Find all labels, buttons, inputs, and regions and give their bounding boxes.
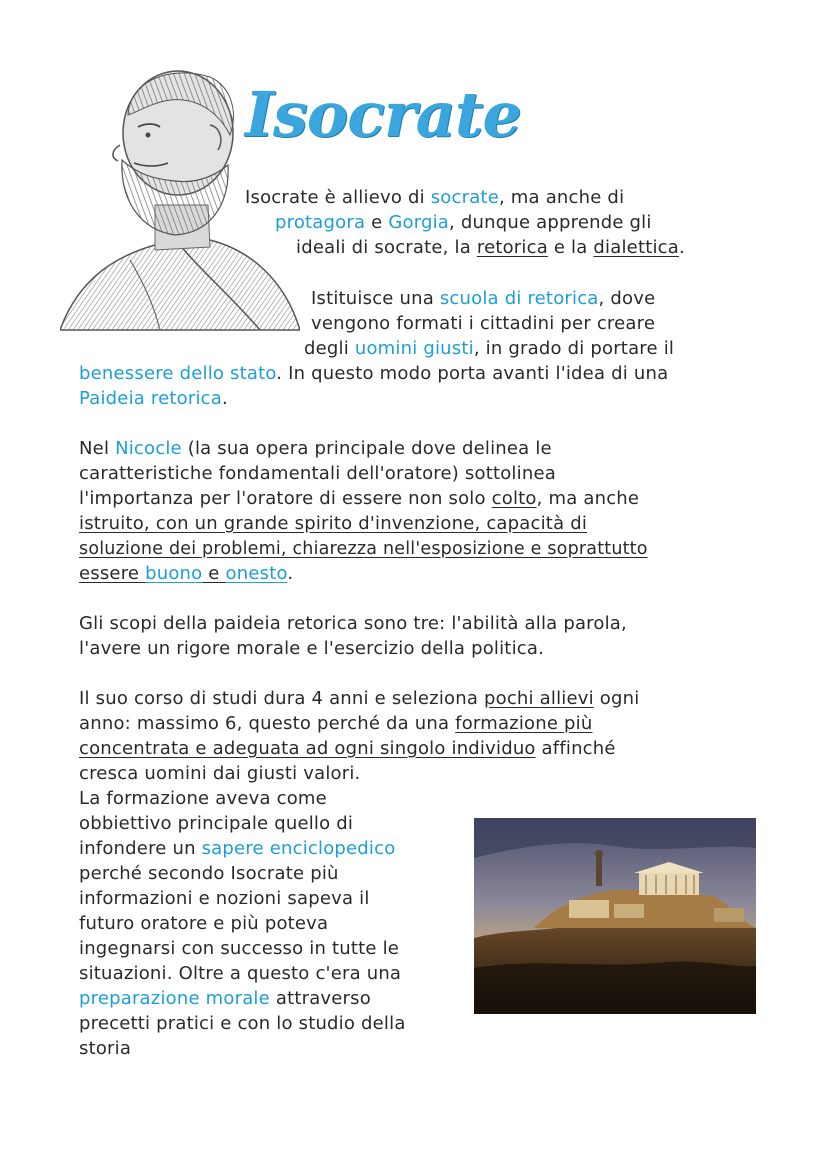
text-line: informazioni e nozioni sapeva il (79, 888, 370, 909)
text-line: situazioni. Oltre a questo c'era una (79, 963, 402, 984)
keyword: scuola di retorica (439, 288, 599, 309)
text-line: istruito, con un grande spirito d'invenzione, capacità di (79, 513, 588, 534)
text-line (304, 337, 674, 361)
keyword: benessere dello stato (79, 363, 277, 384)
text-segment: Istituisce una (311, 288, 440, 309)
text-line (79, 987, 371, 1011)
text-line: La formazione aveva come (79, 788, 327, 809)
acropolis-painting-image (474, 818, 756, 1014)
text-line: l'avere un rigore morale e l'esercizio della politica. (79, 638, 545, 659)
keyword: onesto (225, 563, 288, 584)
text-segment: , ma anche di (498, 187, 625, 208)
text-segment: anno: massimo 6, questo perché da una (79, 713, 456, 734)
text-segment: (la sua opera principale dove delinea le (181, 438, 552, 459)
text-line (296, 236, 685, 260)
text-line: soluzione dei problemi, chiarezza nell'esposizione e soprattutto (79, 539, 648, 559)
text-segment: l'importanza per l'oratore di essere non solo (79, 488, 492, 509)
text-line (245, 186, 624, 210)
text-segment: Isocrate è allievo di (245, 187, 431, 208)
text-line (79, 562, 293, 586)
keyword: buono (145, 563, 203, 584)
text-line (79, 712, 592, 736)
text-line (311, 287, 655, 311)
text-line: caratteristiche fondamentali dell'oratore) sottolinea (79, 463, 556, 484)
text-segment: ogni (593, 688, 640, 709)
underlined-term: colto (491, 488, 537, 509)
keyword: preparazione morale (79, 988, 270, 1009)
text-line (79, 437, 552, 461)
text-segment: infondere un (79, 838, 202, 859)
text-line (79, 362, 668, 386)
text-segment: affinché (535, 738, 616, 759)
text-segment: e (365, 212, 389, 233)
text-line (275, 211, 652, 235)
underlined-term: retorica (476, 237, 548, 258)
text-line: obbiettivo principale quello di (79, 813, 354, 834)
text-segment: , dove (598, 288, 656, 309)
keyword: Paideia retorica (79, 388, 223, 409)
text-line: futuro oratore e più poteva (79, 913, 329, 934)
text-line: perché secondo Isocrate più (79, 863, 339, 884)
text-segment: . (222, 388, 228, 409)
text-line (79, 687, 639, 711)
keyword: Nicocle (115, 438, 182, 459)
page-title: Isocrate (245, 78, 521, 151)
keyword: uomini giusti (354, 338, 474, 359)
text-segment: degli (304, 338, 355, 359)
text-segment: Nel (79, 438, 116, 459)
text-line: precetti pratici e con lo studio della (79, 1013, 406, 1034)
text-segment: , in grado di portare il (473, 338, 675, 359)
text-segment: attraverso (269, 988, 371, 1009)
text-segment: . (679, 237, 685, 258)
text-line (79, 837, 395, 861)
text-line: cresca uomini dai giusti valori. (79, 763, 361, 784)
text-line (79, 737, 616, 761)
keyword: sapere enciclopedico (201, 838, 396, 859)
text-segment: . In questo modo porta avanti l'idea di una (276, 363, 669, 384)
text-line: ingegnarsi con successo in tutte le (79, 938, 400, 959)
text-segment: Il suo corso di studi dura 4 anni e seleziona (79, 688, 484, 709)
text-segment: , ma anche (536, 488, 640, 509)
underlined-term: dialettica (593, 237, 679, 258)
underlined-term: pochi allievi (484, 688, 594, 709)
text-segment: , dunque apprende gli (449, 212, 652, 233)
text-line (79, 387, 228, 411)
text-line: Gli scopi della paideia retorica sono tre: l'abilità alla parola, (79, 613, 627, 634)
keyword: protagora (275, 212, 366, 233)
text-line (79, 487, 639, 511)
keyword: socrate (430, 187, 499, 208)
text-segment: e (202, 563, 226, 584)
text-segment: ideali di socrate, la (296, 237, 477, 258)
text-segment: . (287, 563, 294, 584)
keyword: Gorgia (388, 212, 450, 233)
underlined-term: formazione più (455, 713, 593, 734)
underlined-term: essere (79, 563, 146, 584)
text-segment: e la (547, 237, 594, 258)
text-line: vengono formati i cittadini per creare (311, 313, 656, 334)
underlined-term: concentrata e adeguata ad ogni singolo individuo (79, 738, 536, 759)
text-line: storia (79, 1038, 132, 1059)
